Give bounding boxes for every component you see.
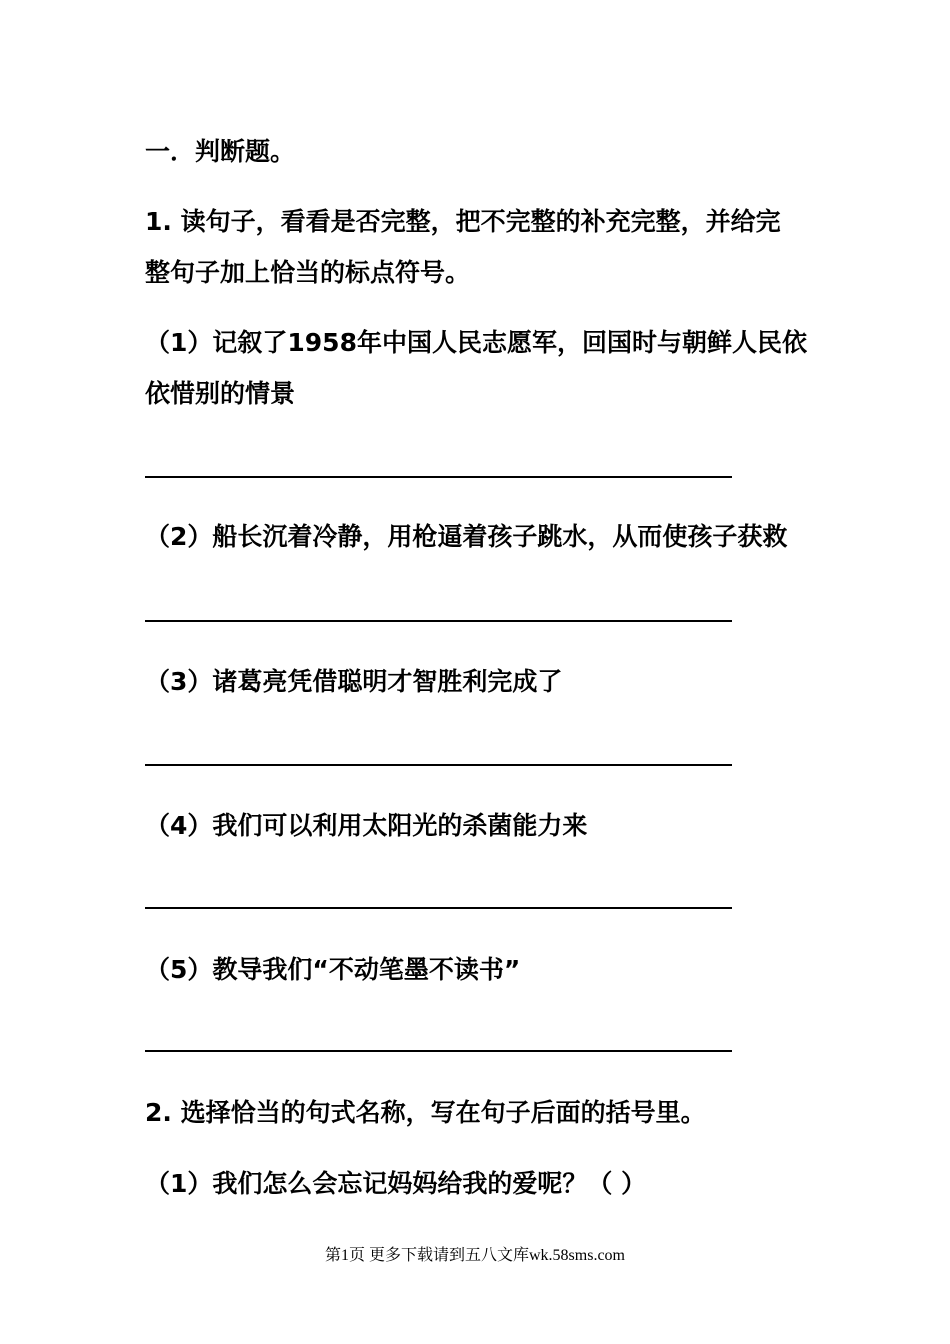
q1-item-4: （4）我们可以利用太阳光的杀菌能力来 xyxy=(145,811,588,840)
answer-blank-2[interactable] xyxy=(145,620,732,622)
q1-item-1-line-2: 依惜别的情景 xyxy=(145,379,296,408)
answer-blank-3[interactable] xyxy=(145,764,732,766)
question-2-text: 2. 选择恰当的句式名称，写在句子后面的括号里。 xyxy=(145,1098,706,1127)
section-title: 一．判断题。 xyxy=(145,137,296,166)
answer-blank-5[interactable] xyxy=(145,1050,732,1052)
question-1-text-line-1: 1. 读句子，看看是否完整，把不完整的补充完整，并给完 xyxy=(145,207,781,236)
question-1-text-line-2: 整句子加上恰当的标点符号。 xyxy=(145,258,471,287)
page-footer: 第1页 更多下载请到五八文库wk.58sms.com xyxy=(324,1247,625,1264)
q2-item-1: （1）我们怎么会忘记妈妈给我的爱呢？（ ） xyxy=(145,1169,647,1198)
q1-item-1-line-1: （1）记叙了1958年中国人民志愿军，回国时与朝鲜人民依 xyxy=(145,328,807,357)
q1-item-2: （2）船长沉着冷静，用枪逼着孩子跳水，从而使孩子获救 xyxy=(145,522,788,551)
q1-item-5: （5）教导我们“不动笔墨不读书” xyxy=(145,955,521,984)
answer-blank-4[interactable] xyxy=(145,907,732,909)
q1-item-3: （3）诸葛亮凭借聪明才智胜利完成了 xyxy=(145,667,563,696)
answer-blank-1[interactable] xyxy=(145,476,732,478)
